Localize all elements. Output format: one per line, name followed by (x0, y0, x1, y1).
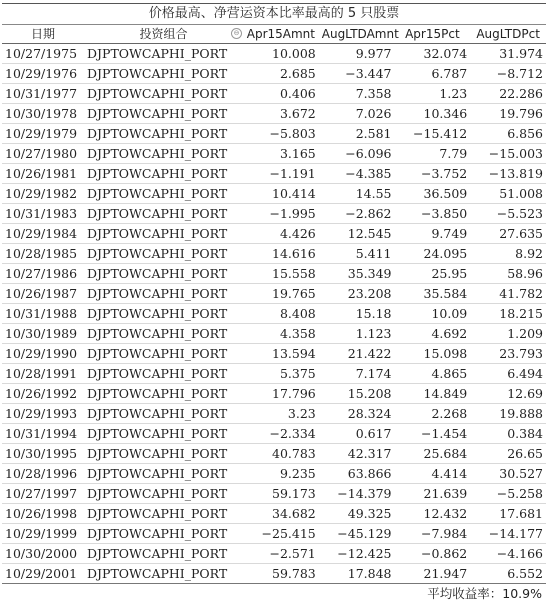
cell-apr15amnt: 4.426 (243, 224, 319, 244)
cell-augltdpct: 6.552 (470, 564, 546, 584)
table-row (2, 304, 546, 324)
cell-augltdamnt: 7.026 (319, 104, 395, 124)
table-row (2, 384, 546, 404)
cell-augltdpct: 8.92 (470, 244, 546, 264)
cell-apr15pct: 2.268 (395, 404, 471, 424)
table-body (2, 44, 546, 584)
cell-augltdamnt: −4.385 (319, 164, 395, 184)
cell-augltdpct: 19.796 (470, 104, 546, 124)
cell-date: 10/30/1989 (2, 324, 84, 344)
cell-apr15amnt: 9.235 (243, 464, 319, 484)
cell-augltdpct: 51.008 (470, 184, 546, 204)
sort-icon[interactable]: ⊖ (231, 28, 242, 39)
cell-apr15amnt: 14.616 (243, 244, 319, 264)
cell-portfolio: DJPTOWCAPHI_PORT (84, 384, 243, 404)
cell-apr15amnt: 10.008 (243, 44, 319, 64)
column-header-augltdpct[interactable]: AugLTDPct (470, 25, 546, 44)
table-row (2, 164, 546, 184)
column-header-date[interactable]: 日期 (2, 25, 84, 44)
cell-portfolio: DJPTOWCAPHI_PORT (84, 104, 243, 124)
cell-apr15pct: −15.412 (395, 124, 471, 144)
cell-augltdpct: 27.635 (470, 224, 546, 244)
cell-date: 10/28/1996 (2, 464, 84, 484)
cell-apr15amnt: 34.682 (243, 504, 319, 524)
cell-date: 10/27/1980 (2, 144, 84, 164)
cell-augltdpct: 23.793 (470, 344, 546, 364)
cell-augltdpct: 17.681 (470, 504, 546, 524)
cell-augltdamnt: 0.617 (319, 424, 395, 444)
column-header-portfolio[interactable] (84, 25, 243, 44)
cell-augltdamnt: 7.174 (319, 364, 395, 384)
cell-date: 10/29/1979 (2, 124, 84, 144)
cell-augltdamnt: 49.325 (319, 504, 395, 524)
cell-apr15pct: −1.454 (395, 424, 471, 444)
cell-date: 10/29/1993 (2, 404, 84, 424)
cell-apr15pct: 9.749 (395, 224, 471, 244)
cell-date: 10/31/1988 (2, 304, 84, 324)
cell-augltdpct: −13.819 (470, 164, 546, 184)
cell-apr15pct: 14.849 (395, 384, 471, 404)
table-row (2, 564, 546, 584)
cell-augltdpct: −5.258 (470, 484, 546, 504)
cell-augltdpct: 12.69 (470, 384, 546, 404)
cell-augltdpct: 19.888 (470, 404, 546, 424)
cell-date: 10/31/1977 (2, 84, 84, 104)
cell-augltdpct: 18.215 (470, 304, 546, 324)
table-row (2, 264, 546, 284)
cell-apr15amnt: 59.173 (243, 484, 319, 504)
cell-portfolio: DJPTOWCAPHI_PORT (84, 564, 243, 584)
table-row (2, 244, 546, 264)
cell-date: 10/31/1983 (2, 204, 84, 224)
cell-portfolio: DJPTOWCAPHI_PORT (84, 84, 243, 104)
cell-apr15amnt: −5.803 (243, 124, 319, 144)
cell-portfolio: DJPTOWCAPHI_PORT (84, 144, 243, 164)
cell-augltdpct: 6.856 (470, 124, 546, 144)
cell-apr15amnt: 15.558 (243, 264, 319, 284)
cell-date: 10/29/2001 (2, 564, 84, 584)
cell-date: 10/31/1994 (2, 424, 84, 444)
cell-apr15amnt: 40.783 (243, 444, 319, 464)
cell-augltdamnt: 63.866 (319, 464, 395, 484)
cell-apr15pct: 4.865 (395, 364, 471, 384)
cell-augltdamnt: −14.379 (319, 484, 395, 504)
cell-apr15pct: 21.639 (395, 484, 471, 504)
column-header-apr15amnt[interactable]: Apr15Amnt (243, 25, 319, 44)
table-row (2, 364, 546, 384)
cell-portfolio: DJPTOWCAPHI_PORT (84, 204, 243, 224)
stock-table-panel (2, 3, 546, 604)
cell-apr15pct: 4.414 (395, 464, 471, 484)
cell-augltdamnt: 9.977 (319, 44, 395, 64)
cell-apr15amnt: −2.334 (243, 424, 319, 444)
table-row (2, 444, 546, 464)
cell-augltdpct: 6.494 (470, 364, 546, 384)
cell-augltdpct: 26.65 (470, 444, 546, 464)
table-row (2, 124, 546, 144)
cell-portfolio: DJPTOWCAPHI_PORT (84, 164, 243, 184)
cell-date: 10/27/1997 (2, 484, 84, 504)
table-title: 价格最高、净营运资本比率最高的 5 只股票 (2, 3, 546, 25)
cell-date: 10/29/1990 (2, 344, 84, 364)
table-row (2, 64, 546, 84)
cell-portfolio: DJPTOWCAPHI_PORT (84, 44, 243, 64)
cell-augltdpct: −14.177 (470, 524, 546, 544)
cell-apr15pct: 35.584 (395, 284, 471, 304)
cell-augltdpct: 58.96 (470, 264, 546, 284)
table-row (2, 504, 546, 524)
cell-date: 10/29/1982 (2, 184, 84, 204)
cell-augltdpct: −5.523 (470, 204, 546, 224)
cell-augltdamnt: 23.208 (319, 284, 395, 304)
cell-augltdamnt: 35.349 (319, 264, 395, 284)
cell-date: 10/26/1987 (2, 284, 84, 304)
cell-augltdamnt: 5.411 (319, 244, 395, 264)
cell-apr15pct: 36.509 (395, 184, 471, 204)
table-row (2, 424, 546, 444)
cell-augltdamnt: −12.425 (319, 544, 395, 564)
cell-augltdamnt: 42.317 (319, 444, 395, 464)
cell-portfolio: DJPTOWCAPHI_PORT (84, 504, 243, 524)
cell-portfolio: DJPTOWCAPHI_PORT (84, 244, 243, 264)
cell-augltdamnt: 12.545 (319, 224, 395, 244)
table-row (2, 484, 546, 504)
cell-apr15pct: 10.346 (395, 104, 471, 124)
cell-apr15pct: 10.09 (395, 304, 471, 324)
cell-apr15pct: −3.752 (395, 164, 471, 184)
cell-date: 10/29/1976 (2, 64, 84, 84)
table-row (2, 544, 546, 564)
cell-augltdamnt: −6.096 (319, 144, 395, 164)
cell-augltdamnt: −2.862 (319, 204, 395, 224)
cell-apr15amnt: −1.191 (243, 164, 319, 184)
cell-portfolio: DJPTOWCAPHI_PORT (84, 304, 243, 324)
cell-portfolio: DJPTOWCAPHI_PORT (84, 64, 243, 84)
table-row (2, 224, 546, 244)
cell-apr15amnt: −1.995 (243, 204, 319, 224)
cell-portfolio: DJPTOWCAPHI_PORT (84, 264, 243, 284)
cell-apr15pct: 6.787 (395, 64, 471, 84)
cell-apr15amnt: −25.415 (243, 524, 319, 544)
cell-augltdpct: 30.527 (470, 464, 546, 484)
cell-apr15amnt: 10.414 (243, 184, 319, 204)
table-row (2, 144, 546, 164)
cell-apr15amnt: 19.765 (243, 284, 319, 304)
cell-augltdamnt: −45.129 (319, 524, 395, 544)
cell-portfolio: DJPTOWCAPHI_PORT (84, 284, 243, 304)
cell-apr15amnt: 13.594 (243, 344, 319, 364)
table-row (2, 44, 546, 64)
cell-augltdamnt: 2.581 (319, 124, 395, 144)
cell-augltdamnt: 15.208 (319, 384, 395, 404)
cell-apr15pct: 24.095 (395, 244, 471, 264)
cell-augltdpct: −4.166 (470, 544, 546, 564)
cell-portfolio: DJPTOWCAPHI_PORT (84, 464, 243, 484)
table-row (2, 284, 546, 304)
table-row (2, 84, 546, 104)
cell-apr15pct: 32.074 (395, 44, 471, 64)
cell-augltdpct: 22.286 (470, 84, 546, 104)
table-row (2, 464, 546, 484)
table-row (2, 184, 546, 204)
cell-date: 10/26/1998 (2, 504, 84, 524)
cell-portfolio: DJPTOWCAPHI_PORT (84, 524, 243, 544)
cell-apr15pct: 15.098 (395, 344, 471, 364)
cell-date: 10/29/1984 (2, 224, 84, 244)
cell-apr15pct: 1.23 (395, 84, 471, 104)
cell-apr15pct: 4.692 (395, 324, 471, 344)
stock-returns-table (2, 25, 546, 584)
table-row (2, 104, 546, 124)
cell-date: 10/26/1981 (2, 164, 84, 184)
cell-apr15amnt: 3.672 (243, 104, 319, 124)
cell-portfolio: DJPTOWCAPHI_PORT (84, 184, 243, 204)
cell-apr15amnt: 8.408 (243, 304, 319, 324)
cell-augltdpct: 1.209 (470, 324, 546, 344)
cell-augltdamnt: 1.123 (319, 324, 395, 344)
table-row (2, 404, 546, 424)
cell-augltdamnt: 7.358 (319, 84, 395, 104)
cell-apr15pct: 7.79 (395, 144, 471, 164)
cell-augltdamnt: 15.18 (319, 304, 395, 324)
cell-augltdamnt: 17.848 (319, 564, 395, 584)
cell-portfolio: DJPTOWCAPHI_PORT (84, 404, 243, 424)
cell-augltdpct: −15.003 (470, 144, 546, 164)
column-header-augltdamnt[interactable]: AugLTDAmnt (319, 25, 395, 44)
cell-apr15amnt: 3.165 (243, 144, 319, 164)
column-header-portfolio-label: 投资组合 (139, 27, 188, 41)
cell-portfolio: DJPTOWCAPHI_PORT (84, 324, 243, 344)
cell-apr15pct: 12.432 (395, 504, 471, 524)
cell-apr15pct: 25.684 (395, 444, 471, 464)
table-row (2, 324, 546, 344)
cell-portfolio: DJPTOWCAPHI_PORT (84, 364, 243, 384)
cell-augltdamnt: 21.422 (319, 344, 395, 364)
cell-apr15pct: −0.862 (395, 544, 471, 564)
cell-augltdamnt: 14.55 (319, 184, 395, 204)
cell-apr15amnt: 4.358 (243, 324, 319, 344)
cell-date: 10/27/1986 (2, 264, 84, 284)
cell-portfolio: DJPTOWCAPHI_PORT (84, 344, 243, 364)
cell-portfolio: DJPTOWCAPHI_PORT (84, 424, 243, 444)
table-row (2, 344, 546, 364)
cell-date: 10/30/1978 (2, 104, 84, 124)
cell-apr15pct: 21.947 (395, 564, 471, 584)
cell-date: 10/27/1975 (2, 44, 84, 64)
cell-augltdamnt: 28.324 (319, 404, 395, 424)
cell-apr15amnt: 17.796 (243, 384, 319, 404)
table-header-row (2, 25, 546, 44)
cell-apr15amnt: −2.571 (243, 544, 319, 564)
cell-augltdpct: 41.782 (470, 284, 546, 304)
cell-date: 10/30/2000 (2, 544, 84, 564)
cell-apr15pct: −7.984 (395, 524, 471, 544)
cell-apr15amnt: 3.23 (243, 404, 319, 424)
cell-augltdpct: 31.974 (470, 44, 546, 64)
average-return-footer: 平均收益率：10.9% (427, 586, 542, 601)
column-header-apr15pct[interactable]: Apr15Pct (395, 25, 471, 44)
cell-apr15amnt: 0.406 (243, 84, 319, 104)
cell-apr15amnt: 5.375 (243, 364, 319, 384)
cell-augltdamnt: −3.447 (319, 64, 395, 84)
cell-apr15amnt: 2.685 (243, 64, 319, 84)
cell-augltdpct: −8.712 (470, 64, 546, 84)
cell-date: 10/28/1991 (2, 364, 84, 384)
cell-portfolio: DJPTOWCAPHI_PORT (84, 484, 243, 504)
cell-augltdpct: 0.384 (470, 424, 546, 444)
cell-portfolio: DJPTOWCAPHI_PORT (84, 444, 243, 464)
cell-portfolio: DJPTOWCAPHI_PORT (84, 124, 243, 144)
cell-apr15pct: −3.850 (395, 204, 471, 224)
table-row (2, 524, 546, 544)
cell-portfolio: DJPTOWCAPHI_PORT (84, 544, 243, 564)
cell-apr15amnt: 59.783 (243, 564, 319, 584)
cell-date: 10/28/1985 (2, 244, 84, 264)
table-row (2, 204, 546, 224)
cell-date: 10/29/1999 (2, 524, 84, 544)
cell-date: 10/26/1992 (2, 384, 84, 404)
cell-portfolio: DJPTOWCAPHI_PORT (84, 224, 243, 244)
cell-apr15pct: 25.95 (395, 264, 471, 284)
cell-date: 10/30/1995 (2, 444, 84, 464)
